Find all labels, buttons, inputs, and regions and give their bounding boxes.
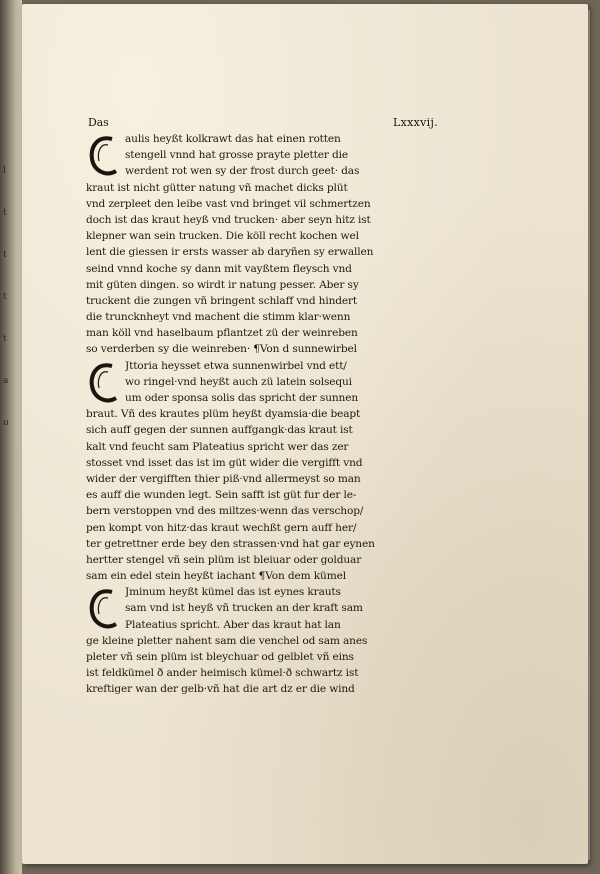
text-line: man köll vnd haselbaum pflantzet zü der weinreben (86, 327, 358, 340)
text-line: pleter vñ sein plüm ist bleychuar od gelblet vñ eins (86, 651, 354, 663)
text-line: seind vnnd koche sy dann mit vayßtem fleysch vnd (86, 262, 352, 275)
text-line: klepner wan sein trucken. Die köll recht kochen wel (86, 230, 359, 243)
text-line: vnd zerpleet den leibe vast vnd bringet vil schmertzen (86, 197, 371, 210)
initial-glyph (86, 584, 122, 632)
book-binding (0, 0, 22, 874)
text-line: truckent die zungen vñ bringent schlaff vnd hindert (86, 294, 358, 307)
text-line: Jttoria heysset etwa sunnenwirbel vnd ett/ (125, 359, 347, 372)
text-line: hertter stengel vñ sein plüm ist bleiuar oder golduar (86, 553, 362, 566)
text-line: mit güten dingen. so wirdt ir natung pesser. Aber sy (86, 278, 359, 291)
text-line: bern verstoppen vnd des miltzes·wenn das verschop/ (86, 505, 364, 518)
facing-mark: t (3, 250, 7, 260)
text-line: es auff die wunden legt. Sein safft ist güt fur der le- (86, 489, 357, 502)
facing-mark: t (3, 292, 7, 302)
initial-letter (86, 358, 122, 406)
text-line: aulis heyßt kolkrawt das hat einen rotten (125, 133, 341, 145)
header-section-title: Das (88, 116, 109, 129)
text-line: doch ist das kraut heyß vnd trucken· aber seyn hitz ist (86, 213, 371, 226)
text-line: die truncknheyt vnd machent die stimm klar·wenn (86, 311, 351, 324)
entry-ciminum (86, 584, 438, 697)
facing-page-text (3, 150, 15, 444)
text-line: ist feldkümel ð ander heimisch kümel·ð schwartz ist (86, 667, 359, 680)
text-line: kraut ist nicht gütter natung vñ machet dicks plüt (86, 181, 348, 194)
text-column (86, 115, 438, 698)
text-line: kalt vnd feucht sam Plateatius spricht wer das zer (86, 440, 349, 453)
facing-mark: l (3, 166, 6, 176)
text-line: stengell vnnd hat grosse prayte pletter die (125, 149, 348, 162)
folio-number: Lxxxvij. (393, 116, 438, 129)
facing-mark: t (3, 208, 7, 218)
entry-caulis (86, 131, 438, 358)
text-line: Jminum heyßt kümel das ist eynes krauts (125, 586, 341, 599)
text-line: wo ringel·vnd heyßt auch zü latein solsequi (125, 375, 352, 388)
text-line: sam vnd ist heyß vñ trucken an der kraft sam (125, 602, 363, 615)
entry-cittoria (86, 358, 438, 585)
initial-letter (86, 584, 122, 632)
text-line: lent die giessen ir ersts wasser ab daryñen sy erwallen (86, 246, 374, 259)
text-line: wider der vergifften thier piß·vnd allermeyst so man (86, 472, 361, 485)
facing-mark: t (3, 334, 7, 344)
initial-glyph (86, 358, 122, 406)
text-line: um oder sponsa solis das spricht der sunnen (125, 392, 359, 404)
text-line: werdent rot wen sy der frost durch geet· das (125, 165, 360, 178)
text-line: sich auff gegen der sunnen auffgangk·das kraut ist (86, 424, 353, 437)
text-line: kreftiger wan der gelb·vñ hat die art dz er die wind (86, 683, 355, 696)
text-line: ter getrettner erde bey den strassen·vnd hat gar eynen (86, 537, 375, 550)
running-header (86, 115, 438, 131)
facing-mark: a (3, 376, 9, 386)
text-line: Plateatius spricht. Aber das kraut hat lan (125, 618, 341, 631)
text-line: pen kompt von hitz·das kraut wechßt gern auff her/ (86, 521, 357, 534)
initial-glyph (86, 131, 122, 179)
text-line: sam ein edel stein heyßt iachant ¶Von dem kümel (86, 570, 346, 583)
text-line: stosset vnd isset das ist im güt wider die vergifft vnd (86, 456, 363, 469)
text-line: so verderben sy die weinreben· ¶Von d sunnewirbel (86, 343, 357, 356)
initial-letter (86, 131, 122, 179)
text-line: braut. Vñ des krautes plüm heyßt dyamsia·die beapt (86, 408, 361, 421)
text-line: ge kleine pletter nahent sam die venchel od sam anes (86, 634, 368, 647)
facing-mark: u (3, 418, 9, 428)
